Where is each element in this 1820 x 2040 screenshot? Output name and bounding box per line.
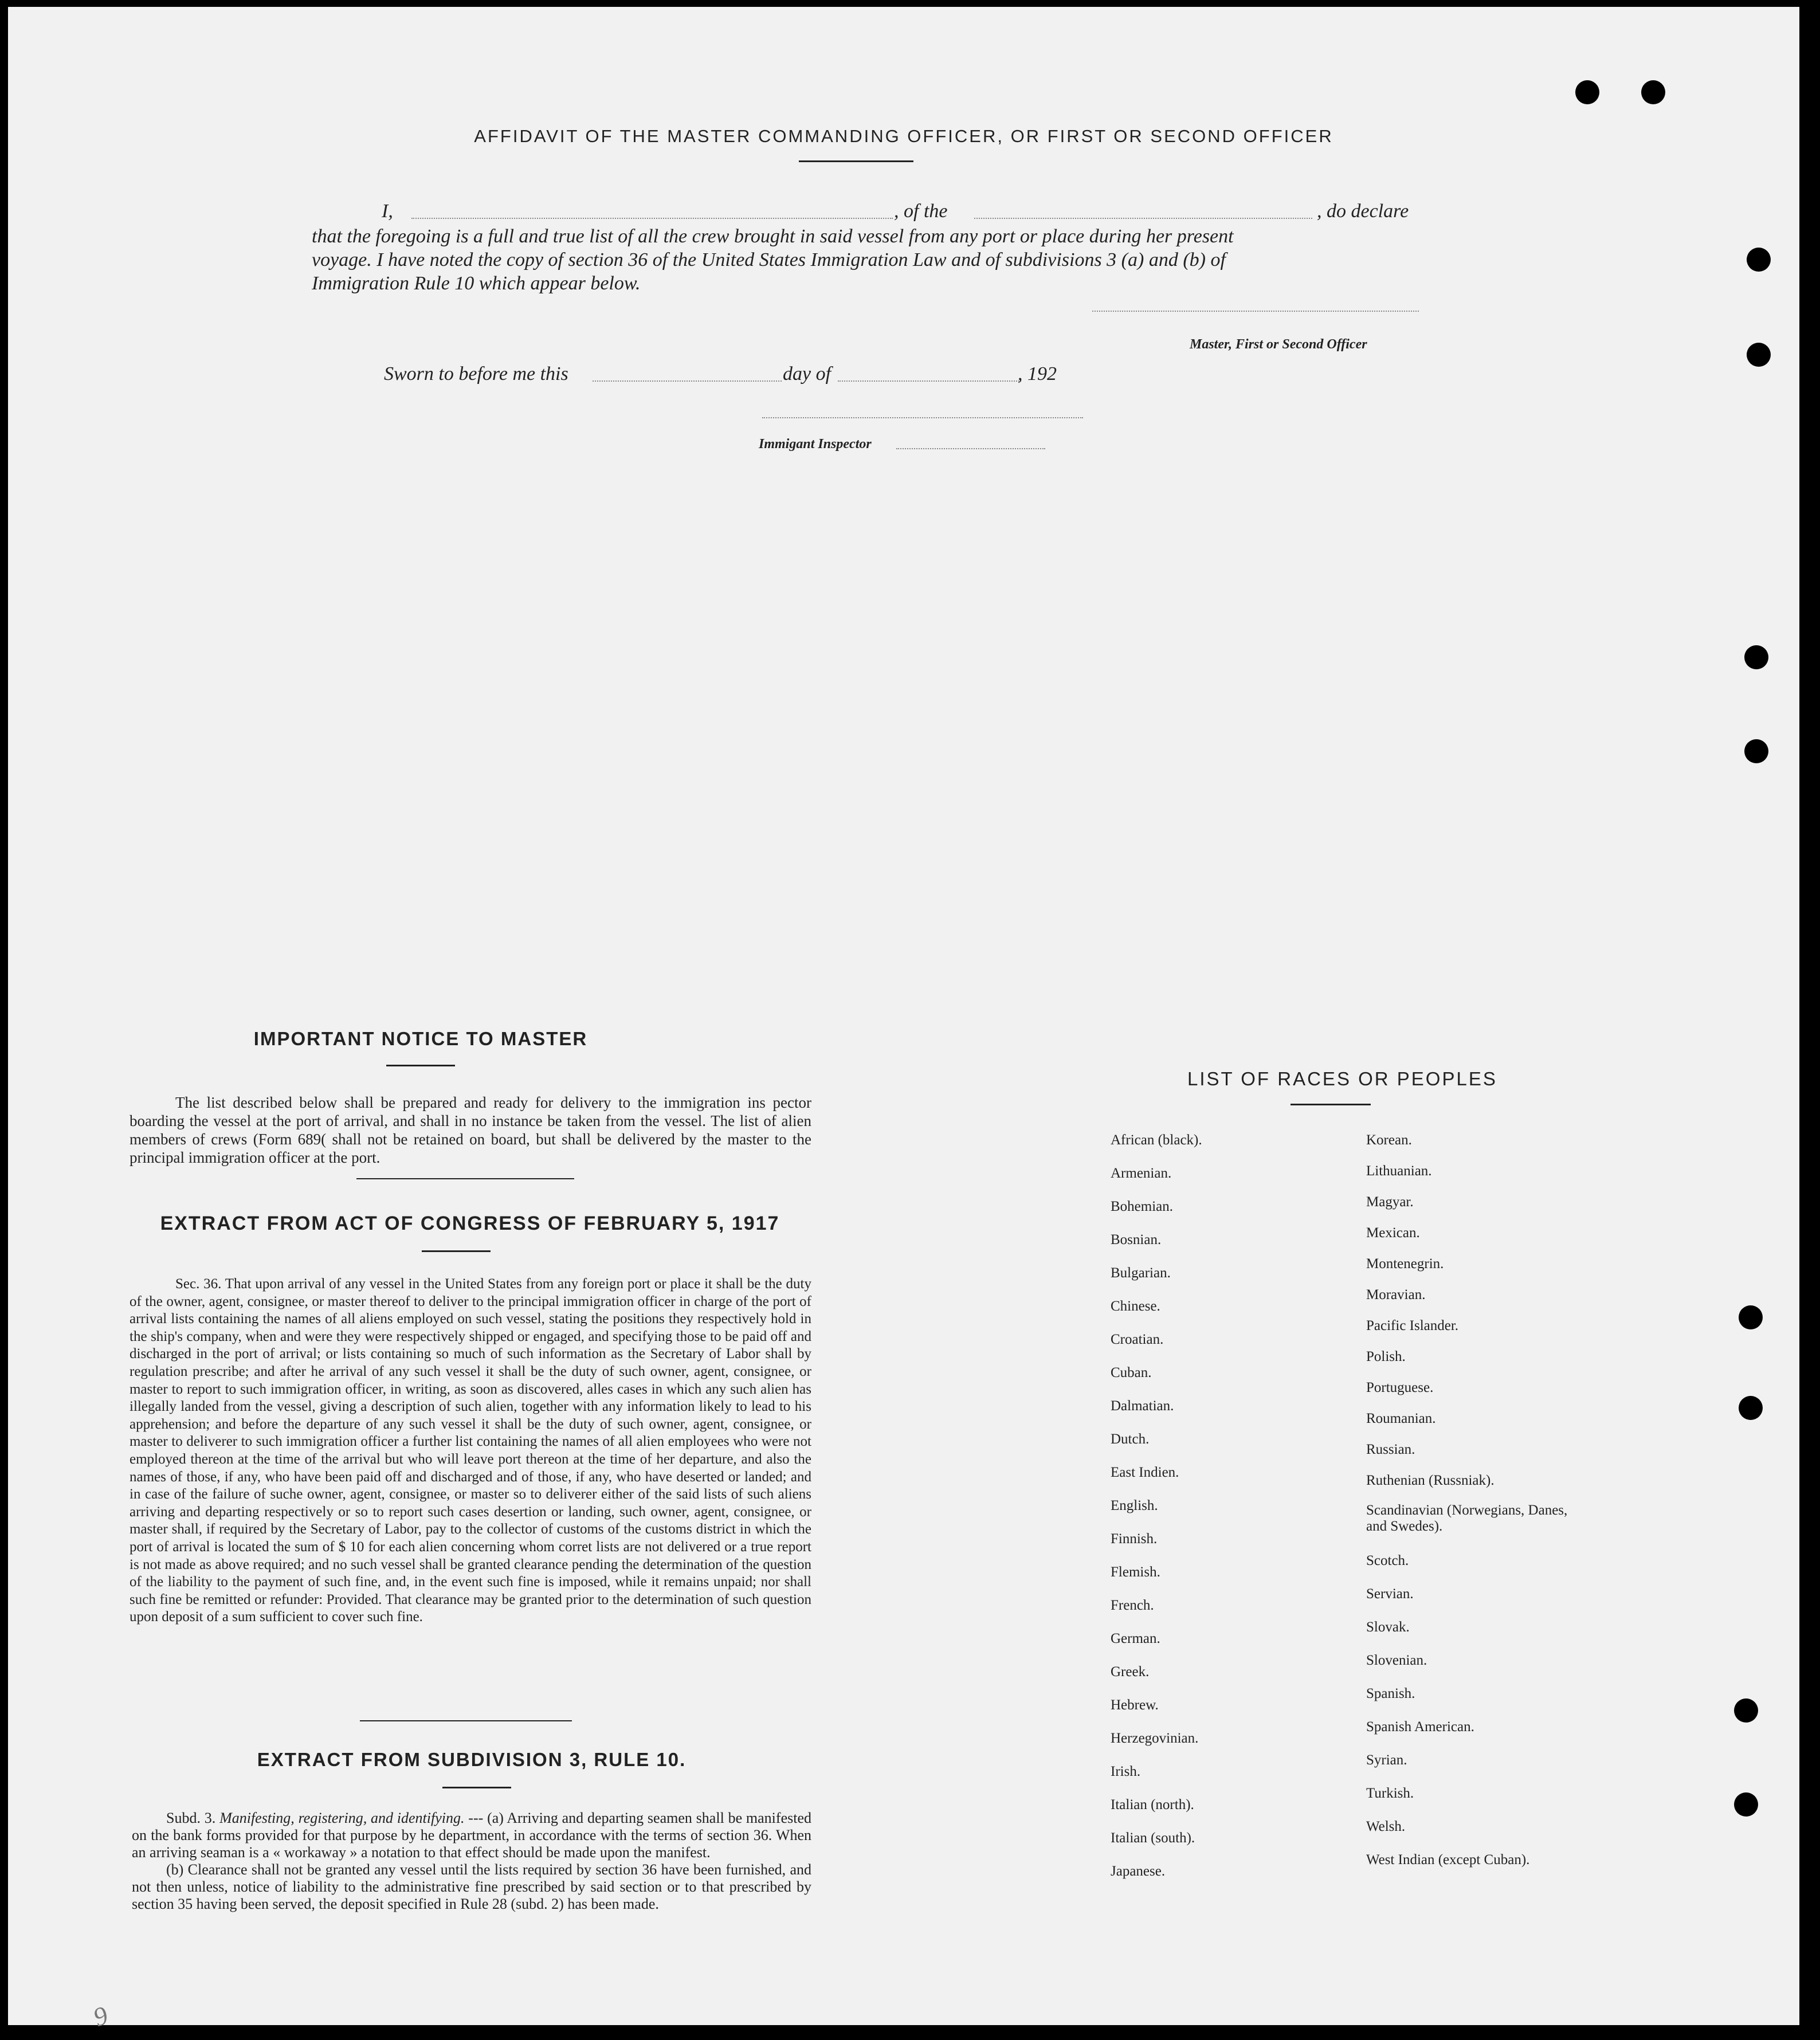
race-item: Armenian. [1111,1166,1172,1181]
punch-hole-icon [1747,343,1771,367]
race-item: Dalmatian. [1111,1398,1174,1414]
race-item: Flemish. [1111,1564,1160,1580]
day-blank [593,380,782,382]
race-item: Scandinavian (Norwegians, Danes, and Swedes). [1366,1502,1568,1534]
punch-hole-icon [1747,248,1771,272]
rule-para-a: --- (a) Arriving and departing seamen shall be manifested on the bank forms provided for that purpose by he department, in accordance with the terms of section 36. When an arriving seaman is a « workaway » a notation to that effect should be made upon the manifest. [132,1810,811,1861]
name-blank [411,218,893,219]
act-divider [360,1720,572,1721]
race-item: Spanish. [1366,1686,1415,1701]
punch-hole-icon [1641,80,1665,104]
sworn-line [375,362,1120,387]
act-underline [422,1250,491,1252]
race-item: Greek. [1111,1664,1150,1680]
race-item: Cuban. [1111,1365,1152,1380]
race-item: Welsh. [1366,1819,1406,1834]
sworn-prefix: Sworn to before me this [384,363,568,385]
act-text [130,1276,811,1626]
race-item: Croatian. [1111,1332,1164,1347]
notice-text: The list described below shall be prepared and ready for delivery to the immigration ins pector boarding the vessel at the port of arrival, and shall in no instance be taken from the vessel. The list of alien members of crews (Form 689( shall not be retained on board, but shall be delivered by the master to the principal immigration officer at the port. [130,1094,811,1166]
inspector-label: Immigant Inspector [759,437,872,452]
race-item: Slovak. [1366,1619,1410,1635]
races-right-column [1366,1132,1572,1885]
punch-hole-icon [1734,1792,1758,1817]
affidavit-title: AFFIDAVIT OF THE MASTER COMMANDING OFFICER, OR FIRST OR SECOND OFFICER [474,126,1333,146]
declaration-i: I, [382,201,393,222]
declaration-of-the: , of the [894,201,948,222]
declaration-line-3: voyage. I have noted the copy of section 36 of the United States Immigration Law and of subdivisions 3 (a) and (b) of [312,249,1226,270]
race-item: West Indian (except Cuban). [1366,1852,1530,1868]
signature-label: Master, First or Second Officer [1190,337,1367,352]
race-item: Italian (north). [1111,1797,1194,1813]
race-item: Moravian. [1366,1287,1426,1303]
act-section-label: Sec. 36. [175,1276,222,1292]
race-item: Spanish American. [1366,1719,1474,1735]
race-item: Finnish. [1111,1531,1158,1547]
race-item: Japanese. [1111,1864,1166,1879]
race-item: Italian (south). [1111,1830,1195,1846]
race-item: Syrian. [1366,1752,1407,1768]
race-item: Korean. [1366,1132,1412,1148]
race-item: Slovenian. [1366,1653,1427,1668]
notice-title: IMPORTANT NOTICE TO MASTER [253,1028,588,1049]
inspector-line-right [896,448,1045,449]
punch-hole-icon [1739,1305,1763,1329]
race-item: Polish. [1366,1349,1406,1364]
race-item: Servian. [1366,1586,1414,1602]
signature-line [1092,311,1419,312]
race-item: French. [1111,1598,1154,1613]
punch-hole-icon [1575,80,1599,104]
races-underline [1291,1104,1371,1105]
rule-title: EXTRACT FROM SUBDIVISION 3, RULE 10. [257,1749,687,1770]
punch-hole-icon [1744,739,1768,763]
declaration-line-1 [372,199,1421,225]
race-item: Bosnian. [1111,1232,1162,1247]
title-underline [799,160,913,162]
race-item: Portuguese. [1366,1380,1434,1395]
sworn-year: , 192 [1018,363,1057,385]
race-item: Mexican. [1366,1225,1420,1241]
rule-underline [442,1787,511,1788]
act-title: EXTRACT FROM ACT OF CONGRESS OF FEBRUARY 5, 1917 [160,1213,780,1234]
month-blank [838,380,1021,382]
rule-text [132,1810,811,1913]
sworn-day-of: day of [783,363,831,385]
race-item: Turkish. [1366,1786,1414,1801]
race-item: Ruthenian (Russniak). [1366,1473,1495,1488]
margin-note: 9 [89,2000,112,2033]
race-item: Magyar. [1366,1194,1414,1210]
race-item: Scotch. [1366,1553,1409,1568]
declaration-line-2: that the foregoing is a full and true list of all the crew brought in said vessel from any port or place during her present [312,226,1234,247]
punch-hole-icon [1734,1698,1758,1723]
vessel-blank [974,218,1312,219]
act-section-body: That upon arrival of any vessel in the United States from any foreign port or place it shall be the duty of the owner, agent, consignee, or master thereof to deliver to the principal immigration officer in charge of the port of arrival lists containing the names of all aliens employed on such vessel, stating the positions they respectively hold in the ship's company, when and were they were respectively shipped or engaged, and specifying those to be paid off and discharged in the port of arrival; or lists containing so much of such information as the Secretary of Labor shall by regulation prescribe; and after he arrival of any such vessel it shall be the duty of such owner, agent, consignee, or master to report to such immigration officer, in writing, as soon as discovered, alles cases in which any such alien has illegally landed from the vessel, giving a description of such alien, together with any information likely to lead to his apprehension; and before the departure of any such vessel it shall be the duty of such owner, agent, consignee, or master to deliverer to such immigration officer a further list containing the names of all alien employees who were not employed thereon at the time of the arrival but who will leave port thereon at the time of her departure, and also the names of those, if any, who have been paid off and discharged and of those, if any, who have deserted or landed; and in case of the failure of suche owner, agent, consignee, or master so to deliverer either of the said lists of such aliens arriving and departing respectively or so to report such cases desertion or landing, such owner, agent, consignee, or master shall, if required by the Secretary of Labor, pay to the collector of customs of the customs district in which the port of arrival is located the sum of $ 10 for each alien concerning whom corret lists are not delivered or a true report is not made as above required; and no such vessel shall be granted clearance pending the determination of the question of the liability to the payment of such fine, and, in the event such fine is imposed, while it remains unpaid; nor shall such fine be remitted or refunder: Provided. That clearance may be granted prior to the determination of such question upon deposit of a sum sufficient to cover such fine. [130,1276,811,1625]
races-left-column [1111,1132,1202,1897]
race-item: Dutch. [1111,1431,1150,1447]
race-item: English. [1111,1498,1158,1513]
declaration-declare: , do declare [1317,201,1409,222]
race-item: African (black). [1111,1132,1202,1148]
race-item: Hebrew. [1111,1697,1159,1713]
rule-subd-heading: Manifesting, registering, and identifying. [219,1810,465,1826]
punch-hole-icon [1739,1396,1763,1420]
race-item: Irish. [1111,1764,1141,1779]
notice-divider [356,1178,574,1179]
race-item: Bulgarian. [1111,1265,1171,1281]
declaration-line-4: Immigration Rule 10 which appear below. [312,273,641,294]
race-item: Roumanian. [1366,1411,1436,1426]
race-item: Lithuanian. [1366,1163,1432,1179]
race-item: Herzegovinian. [1111,1731,1199,1746]
inspector-line [762,417,1083,418]
document-page [8,7,1799,2033]
races-title: LIST OF RACES OR PEOPLES [1187,1068,1497,1089]
notice-underline [386,1065,455,1066]
punch-hole-icon [1744,645,1768,669]
race-item: Montenegrin. [1366,1256,1444,1272]
race-item: Russian. [1366,1442,1415,1457]
race-item: Chinese. [1111,1298,1160,1314]
race-item: German. [1111,1631,1160,1646]
race-item: Pacific Islander. [1366,1318,1459,1333]
rule-para-b: (b) Clearance shall not be granted any vessel until the lists required by section 36 have been furnished, and not then unless, notice of liability to the administrative fine prescribed by said section or to that prescribed by section 35 having been served, the deposit specified in Rule 28 (subd. 2) has been made. [132,1861,811,1912]
race-item: Bohemian. [1111,1199,1174,1214]
race-item: East Indien. [1111,1465,1179,1480]
rule-subd-label: Subd. 3. [166,1810,216,1826]
